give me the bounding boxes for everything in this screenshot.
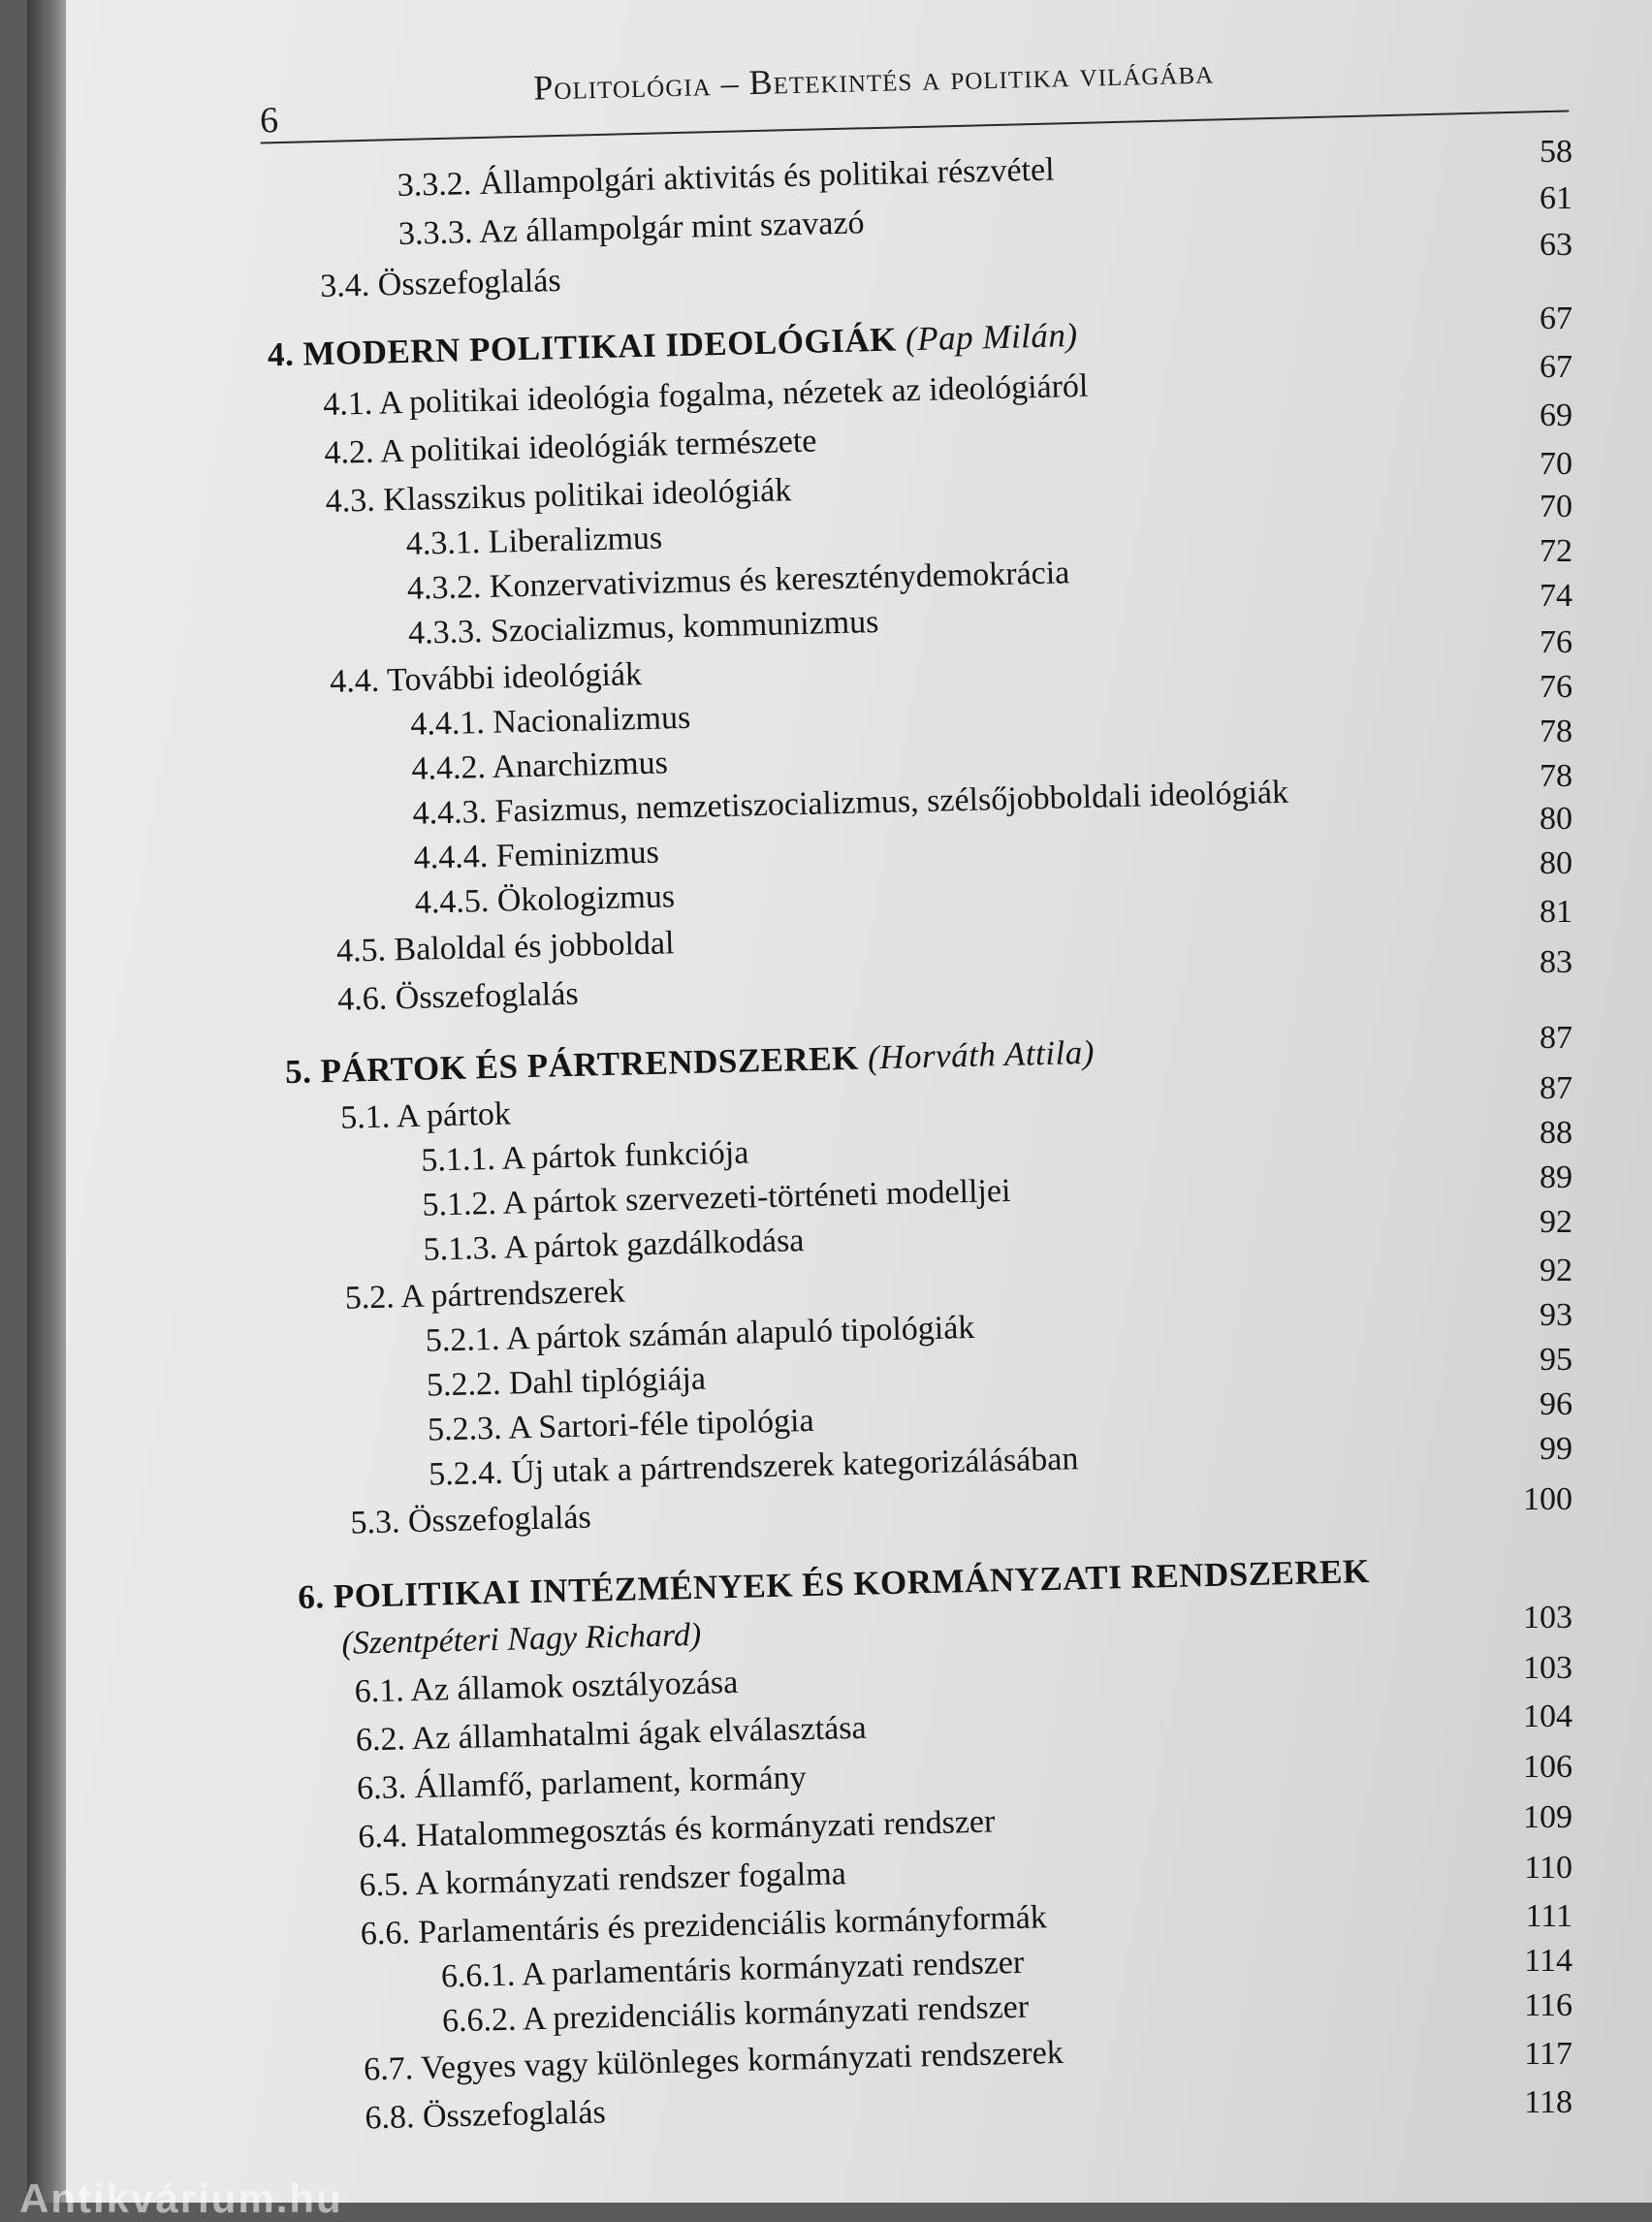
toc-entry: 4.4.1. Nacionalizmus bbox=[409, 699, 691, 743]
toc-chapter-heading bbox=[267, 315, 1078, 374]
chapter-title: 4. MODERN POLITIKAI IDEOLÓGIÁK bbox=[267, 320, 898, 374]
chapter-title: 5. PÁRTOK ÉS PÁRTRENDSZEREK bbox=[284, 1038, 860, 1092]
toc-entry: 4.3.1. Liberalizmus bbox=[405, 520, 663, 562]
toc-entry: 4.2. A politikai ideológiák természete bbox=[324, 423, 817, 471]
toc-entry: 3.4. Összefoglalás bbox=[319, 262, 562, 305]
chapter-author: (Pap Milán) bbox=[905, 315, 1078, 359]
toc-page-number: 83 bbox=[1540, 944, 1573, 980]
toc-entry: 4.4.5. Ökologizmus bbox=[414, 878, 676, 921]
toc-entry: 4.6. Összefoglalás bbox=[336, 975, 579, 1018]
toc-page-number: 103 bbox=[1523, 1600, 1573, 1635]
header-rule bbox=[261, 110, 1570, 143]
toc-entry: 5.2.1. A pártok számán alapuló tipológiák bbox=[425, 1309, 975, 1359]
toc-page-number: 61 bbox=[1540, 180, 1573, 216]
book-page bbox=[27, 0, 1652, 2203]
toc-entry: 5.2.4. Új utak a pártrendszerek kategorizálásában bbox=[428, 1441, 1079, 1493]
toc-entry: 4.3.3. Szocializmus, kommunizmus bbox=[407, 604, 879, 651]
toc-entry: 5.1. A pártok bbox=[339, 1095, 512, 1136]
toc-page-number: 76 bbox=[1540, 669, 1573, 705]
toc-entry: 6.7. Vegyes vagy különleges kormányzati rendszerek bbox=[363, 2034, 1064, 2088]
toc-page-number: 92 bbox=[1540, 1253, 1573, 1288]
toc-page-number: 76 bbox=[1540, 624, 1573, 660]
toc-entry: 6.1. Az államok osztályozása bbox=[354, 1664, 739, 1710]
toc-page-number: 74 bbox=[1540, 578, 1573, 614]
toc-page-number: 92 bbox=[1540, 1204, 1573, 1240]
toc-page-number: 87 bbox=[1540, 1020, 1573, 1056]
toc-page-number: 72 bbox=[1540, 533, 1573, 569]
toc-entry: 4.4.4. Feminizmus bbox=[413, 834, 660, 876]
toc-page-number: 110 bbox=[1524, 1850, 1573, 1886]
toc-page-number: 70 bbox=[1540, 489, 1573, 524]
toc-entry: 4.4.3. Fasizmus, nemzetiszocializmus, szélsőjobboldali ideológiák bbox=[412, 774, 1289, 832]
toc-entry: 4.1. A politikai ideológia fogalma, nézetek az ideológiáról bbox=[322, 367, 1089, 423]
toc-entry: 6.5. A kormányzati rendszer fogalma bbox=[359, 1856, 847, 1904]
toc-page-number: 99 bbox=[1540, 1431, 1573, 1467]
toc-entry: 4.4.2. Anarchizmus bbox=[411, 745, 669, 787]
toc-page-number: 70 bbox=[1540, 446, 1573, 482]
toc-page-number: 81 bbox=[1540, 894, 1573, 930]
toc-entry: 6.2. Az államhatalmi ágak elválasztása bbox=[355, 1709, 868, 1759]
toc-page-number: 67 bbox=[1540, 349, 1573, 385]
chapter-author: (Szentpéteri Nagy Richard) bbox=[341, 1616, 702, 1662]
toc-page-number: 100 bbox=[1523, 1481, 1573, 1517]
toc-entry: 3.3.3. Az állampolgár mint szavazó bbox=[397, 205, 865, 253]
toc-page-number: 80 bbox=[1540, 801, 1573, 837]
page-number: 6 bbox=[259, 100, 279, 142]
toc-page-number: 109 bbox=[1523, 1799, 1573, 1835]
toc-page-number: 88 bbox=[1540, 1115, 1573, 1151]
toc-entry: 5.2. A pártrendszerek bbox=[344, 1273, 626, 1317]
toc-entry: 5.1.1. A pártok funkciója bbox=[420, 1134, 749, 1179]
chapter-author: (Horváth Attila) bbox=[867, 1032, 1096, 1077]
toc-page-number: 58 bbox=[1540, 134, 1573, 170]
toc-entry: 5.3. Összefoglalás bbox=[350, 1499, 592, 1541]
toc-entry: 6.6.2. A prezidenciális kormányzati rendszer bbox=[441, 1988, 1030, 2040]
watermark: Antikvárium.hu bbox=[19, 2175, 343, 2221]
toc-page-number: 103 bbox=[1523, 1650, 1573, 1686]
toc-page-number: 111 bbox=[1525, 1898, 1573, 1934]
toc-page-number: 80 bbox=[1540, 845, 1573, 881]
toc-page-number: 78 bbox=[1540, 758, 1573, 794]
toc-entry: 5.1.2. A pártok szervezeti-történeti modelljei bbox=[422, 1172, 1011, 1223]
toc-entry: 5.1.3. A pártok gazdálkodása bbox=[423, 1222, 805, 1268]
toc-page-number: 89 bbox=[1540, 1159, 1573, 1195]
toc-chapter-heading bbox=[284, 1032, 1096, 1092]
toc-entry: 5.2.3. A Sartori-féle tipológia bbox=[427, 1402, 814, 1448]
toc-entry: 4.3. Klasszikus politikai ideológiák bbox=[325, 472, 792, 520]
toc-entry: 6.4. Hatalommegosztás és kormányzati rendszer bbox=[357, 1803, 996, 1856]
toc-page-number: 116 bbox=[1524, 1987, 1573, 2023]
toc-page-number: 69 bbox=[1540, 397, 1573, 433]
toc-page-number: 106 bbox=[1523, 1749, 1573, 1785]
toc-entry: 5.2.2. Dahl tiplógiája bbox=[426, 1360, 707, 1404]
toc-page-number: 67 bbox=[1540, 301, 1573, 336]
toc-page-number: 95 bbox=[1540, 1342, 1573, 1378]
toc-content bbox=[24, 0, 1652, 2208]
toc-entry: 4.5. Baloldal és jobboldal bbox=[335, 925, 675, 969]
toc-page-number: 104 bbox=[1523, 1698, 1573, 1734]
toc-page-number: 63 bbox=[1540, 227, 1573, 263]
running-header-title: Politológia – Betekintés a politika világába bbox=[532, 51, 1215, 108]
toc-page-number: 87 bbox=[1540, 1070, 1573, 1106]
toc-page-number: 114 bbox=[1524, 1943, 1573, 1979]
toc-entry: 6.6.1. A parlamentáris kormányzati rendszer bbox=[440, 1944, 1025, 1995]
toc-page-number: 117 bbox=[1524, 2036, 1573, 2072]
toc-entry: 3.3.2. Állampolgári aktivitás és politikai részvétel bbox=[397, 151, 1055, 205]
toc-entry: 4.4. További ideológiák bbox=[329, 656, 643, 700]
toc-page-number: 78 bbox=[1540, 714, 1573, 749]
toc-entry: 6.8. Összefoglalás bbox=[365, 2094, 607, 2137]
toc-page-number: 96 bbox=[1540, 1386, 1573, 1422]
toc-page-number: 93 bbox=[1540, 1297, 1573, 1333]
toc-entry: 4.3.2. Konzervativizmus és kereszténydemokrácia bbox=[406, 555, 1070, 607]
toc-chapter-heading: 6. POLITIKAI INTÉZMÉNYEK ÉS KORMÁNYZATI RENDSZEREK bbox=[297, 1551, 1371, 1616]
toc-entry: 6.3. Államfő, parlament, kormány bbox=[356, 1760, 808, 1807]
toc-entry: 6.6. Parlamentáris és prezidenciális kormányformák bbox=[360, 1899, 1048, 1952]
toc-page-number: 118 bbox=[1524, 2084, 1573, 2120]
